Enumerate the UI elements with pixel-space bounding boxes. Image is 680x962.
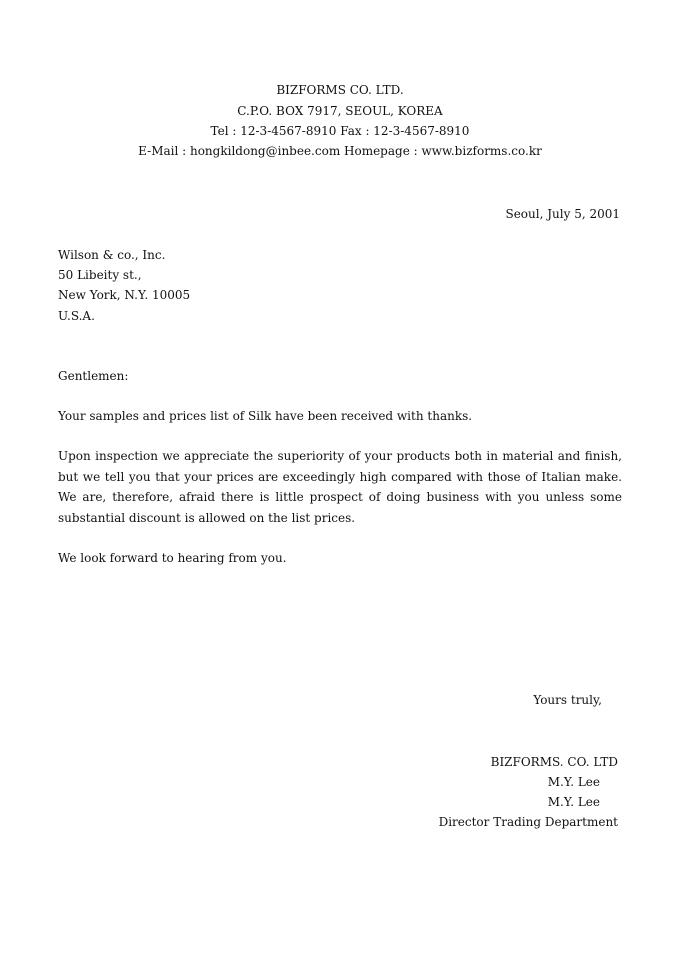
recipient-line-3: New York, N.Y. 10005 [58,288,191,302]
recipient-line-4: U.S.A. [58,309,95,323]
salutation: Gentlemen: [58,369,129,383]
letterhead-address: C.P.O. BOX 7917, SEOUL, KOREA [237,104,443,118]
recipient-line-2: 50 Libeity st., [58,268,142,282]
letterhead-company: BIZFORMS CO. LTD. [276,83,404,97]
signature-name-1: M.Y. Lee [547,775,600,789]
signature-block [418,752,618,832]
body-paragraph-2-line-1: Upon inspection we appreciate the superiority of your products both in material and finish, [58,449,622,463]
body-paragraph-2-line-2: but we tell you that your prices are exceedingly high compared with those of Italian make. [58,469,622,484]
signature-company: BIZFORMS. CO. LTD [490,755,618,769]
recipient-line-1: Wilson & co., Inc. [58,248,166,262]
closing: Yours truly, [533,693,602,707]
body-paragraph-2 [58,446,622,528]
body-paragraph-1: Your samples and prices list of Silk have been received with thanks. [58,409,473,423]
signature-title: Director Trading Department [438,815,618,829]
letter-date: Seoul, July 5, 2001 [505,207,620,221]
body-paragraph-3: We look forward to hearing from you. [58,551,287,565]
body-paragraph-2-line-3: We are, therefore, afraid there is little prospect of doing business with you unless some [58,490,622,504]
letterhead-email-web: E-Mail : hongkildong@inbee.com Homepage : www.bizforms.co.kr [138,144,542,158]
letterhead-phone-fax: Tel : 12-3-4567-8910 Fax : 12-3-4567-8910 [210,124,470,138]
body-paragraph-2-line-4: substantial discount is allowed on the list prices. [58,510,356,525]
signature-name-2: M.Y. Lee [547,795,600,809]
